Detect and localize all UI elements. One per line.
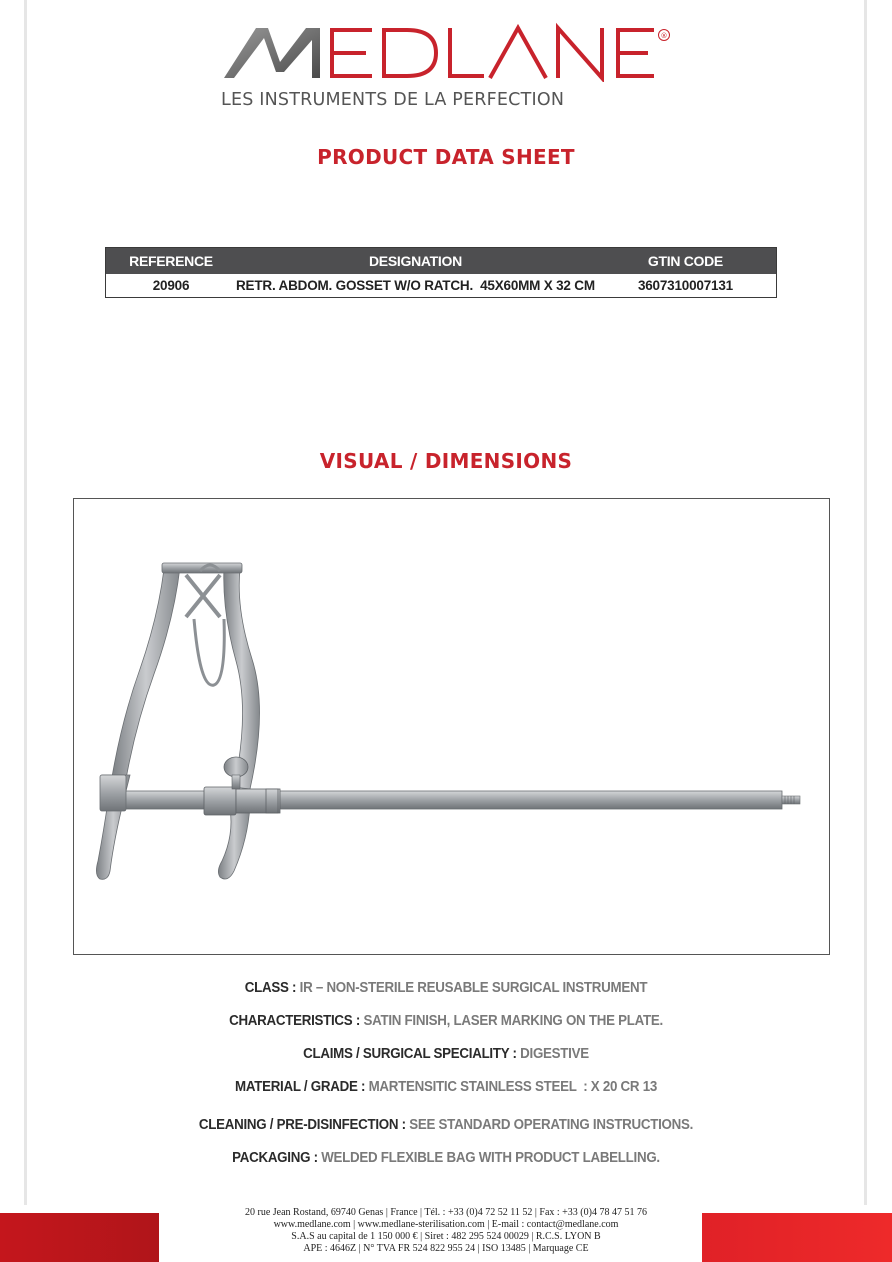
spec-value: DIGESTIVE <box>516 1046 589 1062</box>
designation-cell: RETR. ABDOM. GOSSET W/O RATCH. 45X60MM X 32 CM <box>236 278 595 293</box>
footer-address-line: 20 rue Jean Rostand, 69740 Genas | France | Tél. : +33 (0)4 72 52 11 52 | Fax : +33 (0)4 78 47 51 76 <box>245 1207 647 1218</box>
spec-label: CLAIMS / SURGICAL SPECIALITY : <box>303 1046 517 1062</box>
page-border-left <box>24 0 27 1205</box>
spec-label: CLASS : <box>244 980 297 996</box>
spec-value: SEE STANDARD OPERATING INSTRUCTIONS. <box>405 1117 694 1133</box>
visual-dimensions-heading: VISUAL / DIMENSIONS <box>319 449 573 473</box>
page-border-right <box>864 0 867 1205</box>
spec-packaging <box>36 1150 857 1166</box>
product-data-sheet-heading: PRODUCT DATA SHEET <box>317 145 575 169</box>
spec-label: MATERIAL / GRADE : <box>235 1079 366 1095</box>
spec-class <box>36 980 857 996</box>
column-header-gtin: GTIN CODE <box>595 248 777 275</box>
product-image-frame <box>73 498 830 955</box>
spec-value: SATIN FINISH, LASER MARKING ON THE PLATE. <box>360 1013 663 1029</box>
product-reference-table <box>105 247 777 298</box>
footer-legal-line: S.A.S au capital de 1 150 000 € | Siret : 482 295 524 00029 | R.C.S. LYON B <box>291 1231 601 1242</box>
column-header-reference: REFERENCE <box>106 248 237 275</box>
spec-label: CHARACTERISTICS : <box>229 1013 361 1029</box>
medlane-logo <box>222 22 672 82</box>
spec-label: PACKAGING : <box>232 1150 318 1166</box>
spec-surgical-speciality <box>36 1046 857 1062</box>
footer-web-line: www.medlane.com | www.medlane-sterilisation.com | E-mail : contact@medlane.com <box>273 1219 619 1230</box>
spec-value: MARTENSITIC STAINLESS STEEL : X 20 CR 13 <box>365 1079 657 1095</box>
spec-material-grade <box>36 1079 857 1095</box>
footer-registration-line: APE : 4646Z | N° TVA FR 524 822 955 24 | ISO 13485 | Marquage CE <box>303 1243 589 1254</box>
spec-characteristics <box>36 1013 857 1029</box>
table-header-row <box>106 248 777 275</box>
column-header-designation: DESIGNATION <box>236 248 595 275</box>
registered-mark: ® <box>660 32 668 40</box>
table-row <box>106 274 777 298</box>
spec-value: IR – NON-STERILE REUSABLE SURGICAL INSTRUMENT <box>296 980 648 996</box>
reference-cell: 20906 <box>152 278 190 293</box>
gtin-cell: 3607310007131 <box>637 278 733 293</box>
brand-tagline: LES INSTRUMENTS DE LA PERFECTION <box>221 90 565 110</box>
spec-value: WELDED FLEXIBLE BAG WITH PRODUCT LABELLING. <box>317 1150 660 1166</box>
spec-label: CLEANING / PRE-DISINFECTION : <box>198 1117 406 1133</box>
retractor-illustration <box>74 499 829 954</box>
company-footer <box>0 1207 892 1255</box>
spec-cleaning <box>36 1117 857 1133</box>
